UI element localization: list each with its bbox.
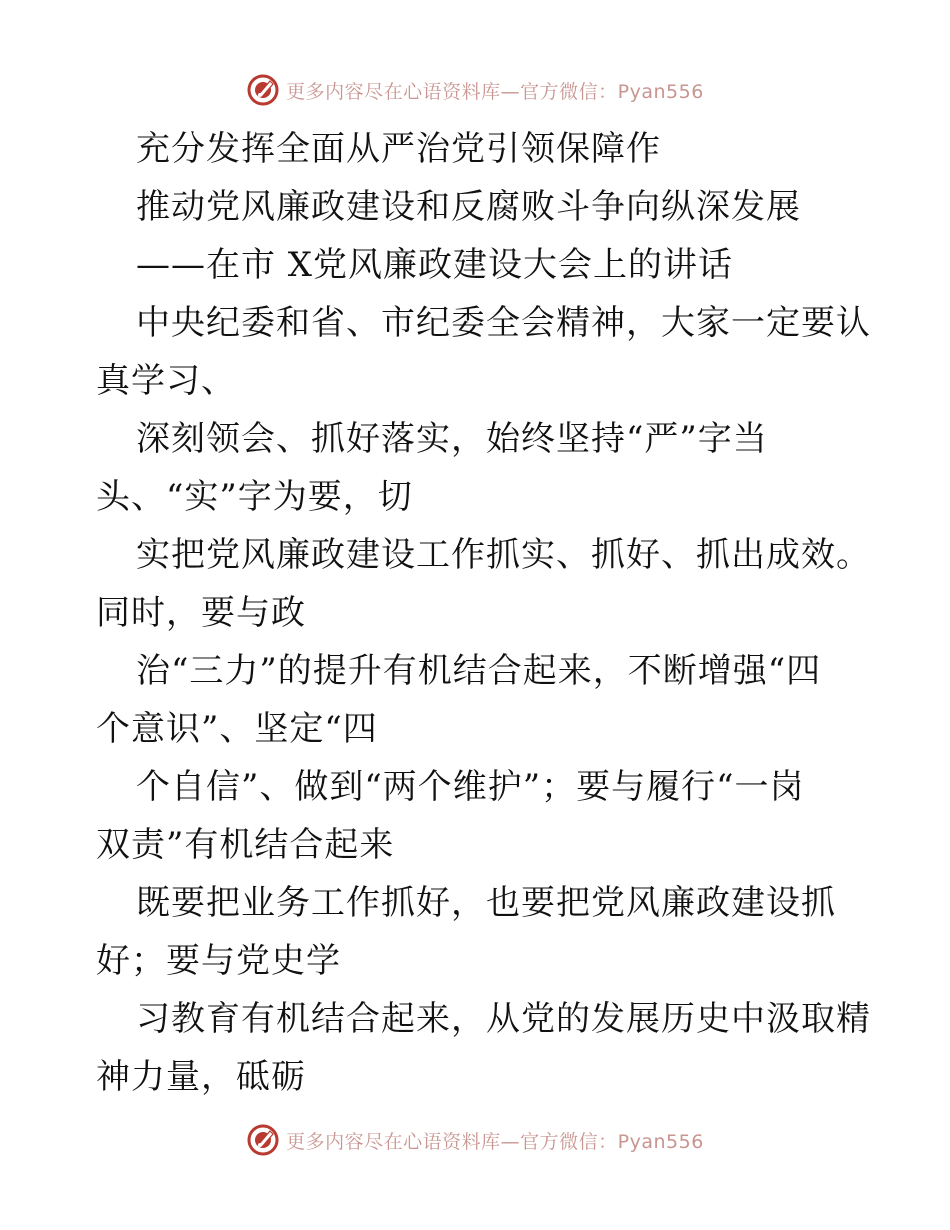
text-line: 推动党风廉政建设和反腐败斗争向纵深发展 [136,187,801,227]
watermark-text: 更多内容尽在心语资料库—官方微信：Pyan556 [286,1130,704,1153]
text-line: 习教育有机结合起来，从党的发展历史中汲取精 [136,999,871,1039]
text-line: 真学习、 [96,361,236,401]
text-line: 个意识”、坚定“四 [96,709,378,749]
text-line: 同时，要与政 [96,593,306,633]
watermark-header [0,70,950,110]
text-line: 中央纪委和省、市纪委全会精神，大家一定要认 [136,303,871,343]
text-line: ——在市 X党风廉政建设大会上的讲话 [136,245,734,285]
text-line: 实把党风廉政建设工作抓实、抓好、抓出成效。 [136,535,871,575]
watermark-text: 更多内容尽在心语资料库—官方微信：Pyan556 [286,80,704,103]
body-text [96,120,871,1106]
watermark-footer [0,1120,950,1160]
text-line: 深刻领会、抓好落实，始终坚持“严”字当 [136,419,768,459]
text-line: 头、“实”字为要，切 [96,477,413,517]
text-line: 神力量，砥砺 [96,1057,306,1097]
text-line: 治“三力”的提升有机结合起来，不断增强“四 [136,651,822,691]
text-line: 个自信”、做到“两个维护”；要与履行“一岗 [136,767,805,807]
text-line: 既要把业务工作抓好，也要把党风廉政建设抓 [136,883,836,923]
seal-logo-icon [246,1123,280,1157]
text-line: 双责”有机结合起来 [96,825,395,865]
seal-logo-icon [246,73,280,107]
text-line: 充分发挥全面从严治党引领保障作 [136,129,661,169]
text-line: 好；要与党史学 [96,941,341,981]
